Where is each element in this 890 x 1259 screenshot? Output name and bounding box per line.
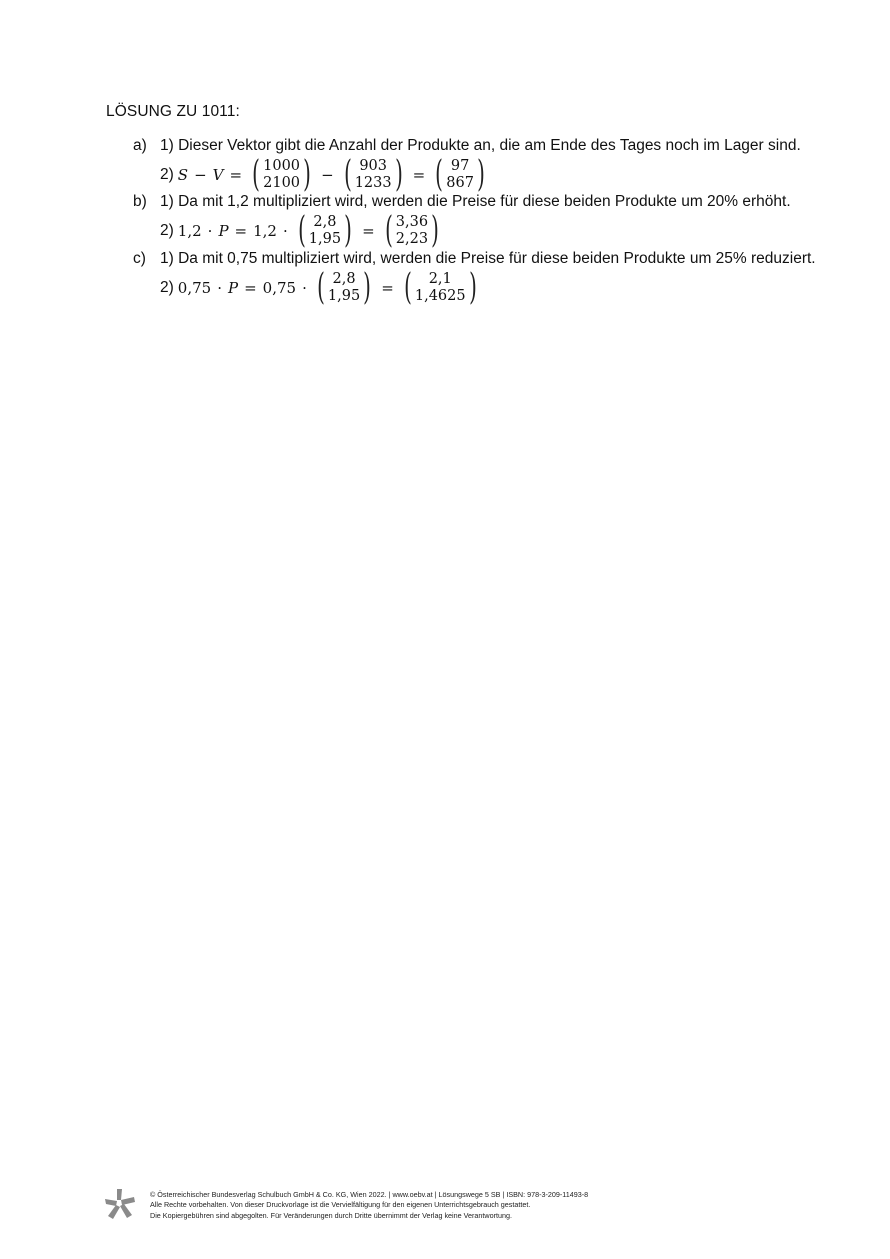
math-op: = bbox=[362, 222, 375, 240]
paren-right: ) bbox=[477, 154, 485, 195]
paren-right: ) bbox=[303, 154, 311, 195]
math-op: = bbox=[229, 166, 243, 184]
math-expression bbox=[178, 279, 313, 297]
vector bbox=[401, 267, 480, 308]
footer-copyright: © Österreichischer Bundesverlag Schulbuch GmbH & Co. KG, Wien 2022. | www.oebv.at | Lösungswege 5 SB | ISBN: 978-3-209-11493-8 bbox=[150, 1190, 589, 1199]
math-var: P bbox=[218, 222, 229, 240]
math-op: = bbox=[381, 279, 394, 297]
paren-left: ( bbox=[297, 210, 306, 251]
math-number: 0,75 bbox=[262, 279, 297, 297]
footer-rights: Alle Rechte vorbehalten. Von dieser Druckvorlage ist die Vervielfältigung für den eigenen Unterrichtsgebrauch gestattet. bbox=[150, 1200, 531, 1210]
math-op: · bbox=[217, 279, 222, 297]
vector-entry: 903 bbox=[359, 158, 387, 174]
math-op: · bbox=[282, 222, 288, 240]
vector-entry: 1,95 bbox=[308, 231, 342, 247]
paren-left: ( bbox=[384, 210, 393, 251]
task-line-2 bbox=[160, 154, 489, 195]
vector bbox=[249, 154, 314, 195]
math-number: 0,75 bbox=[177, 279, 212, 297]
vector bbox=[382, 210, 442, 251]
line-prefix: 2) bbox=[160, 166, 174, 183]
vector-entry: 1,95 bbox=[327, 288, 361, 304]
page-heading: LÖSUNG ZU 1011: bbox=[106, 103, 240, 120]
vector-entry: 2,23 bbox=[395, 231, 429, 247]
vector bbox=[314, 267, 374, 308]
math-op: · bbox=[207, 222, 213, 240]
paren-right: ) bbox=[363, 267, 372, 308]
paren-right: ) bbox=[468, 267, 477, 308]
vector-entry: 2100 bbox=[263, 175, 301, 191]
math-op: = bbox=[244, 279, 257, 297]
line-prefix: 2) bbox=[160, 279, 174, 296]
math-expression bbox=[178, 166, 248, 184]
vector-entry: 2,8 bbox=[332, 271, 356, 287]
vector bbox=[432, 154, 488, 195]
math-var: S bbox=[177, 166, 189, 184]
math-number: 1,2 bbox=[177, 222, 202, 240]
task-line-1: 1) Da mit 1,2 multipliziert wird, werden die Preise für diese beiden Produkte um 20% erhöht. bbox=[160, 193, 791, 210]
vector-entry: 3,36 bbox=[395, 214, 429, 230]
vector-entry: 97 bbox=[450, 158, 470, 174]
task-line-2 bbox=[160, 210, 443, 251]
task-line-1: 1) Dieser Vektor gibt die Anzahl der Produkte an, die am Ende des Tages noch im Lager sind. bbox=[160, 137, 801, 154]
math-var: V bbox=[212, 166, 224, 184]
task-line-1: 1) Da mit 0,75 multipliziert wird, werden die Preise für diese beiden Produkte um 25% reduziert. bbox=[160, 250, 816, 267]
task-letter: a) bbox=[133, 137, 147, 154]
paren-left: ( bbox=[317, 267, 325, 308]
math-op: · bbox=[302, 279, 307, 297]
paren-right: ) bbox=[344, 210, 352, 251]
paren-left: ( bbox=[435, 154, 444, 195]
vector-entry: 2,8 bbox=[313, 214, 337, 230]
vector-entry: 1,4625 bbox=[414, 288, 466, 304]
paren-right: ) bbox=[394, 154, 403, 195]
task-line-2 bbox=[160, 267, 481, 308]
vector-entry: 2,1 bbox=[428, 271, 452, 287]
vector-entry: 1000 bbox=[263, 158, 301, 174]
task-letter: b) bbox=[133, 193, 147, 210]
math-number: 1,2 bbox=[253, 222, 277, 240]
paren-left: ( bbox=[343, 154, 352, 195]
math-var: P bbox=[227, 279, 239, 297]
vector-entry: 1233 bbox=[354, 175, 392, 191]
math-op: − bbox=[194, 166, 207, 184]
math-op: = bbox=[412, 166, 426, 184]
footer-fees: Die Kopiergebühren sind abgegolten. Für Veränderungen durch Dritte übernimmt der Verlag keine Verantwortung. bbox=[150, 1210, 512, 1220]
publisher-logo-icon bbox=[104, 1188, 136, 1220]
math-op: = bbox=[234, 222, 248, 240]
math-expression bbox=[178, 222, 294, 240]
paren-left: ( bbox=[252, 154, 260, 195]
vector bbox=[341, 154, 406, 195]
vector-entry: 867 bbox=[446, 175, 474, 191]
paren-right: ) bbox=[431, 210, 439, 251]
math-op: − bbox=[321, 166, 334, 184]
task-letter: c) bbox=[133, 250, 146, 267]
vector bbox=[295, 210, 355, 251]
line-prefix: 2) bbox=[160, 222, 174, 239]
paren-left: ( bbox=[403, 267, 412, 308]
